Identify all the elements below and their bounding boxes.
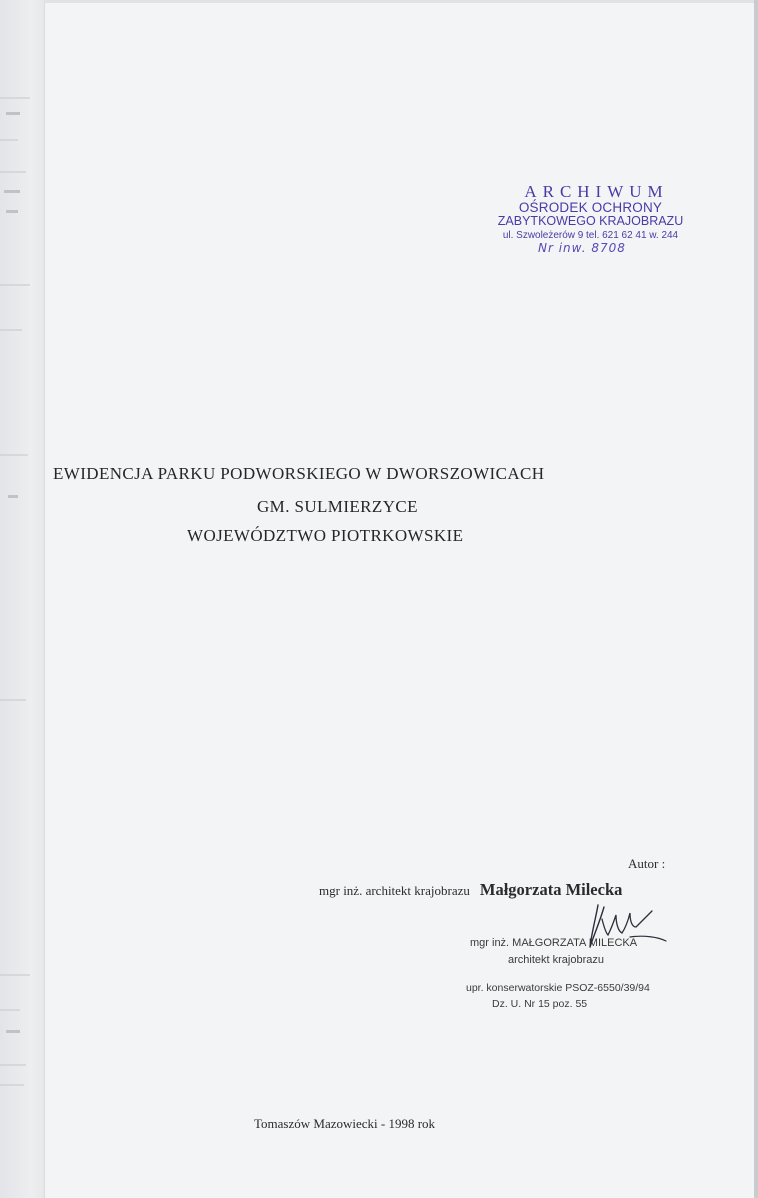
top-edge xyxy=(44,0,758,3)
title-line-1: EWIDENCJA PARKU PODWORSKIEGO W DWORSZOWICACH xyxy=(53,464,545,483)
author-role: mgr inż. architekt krajobrazu xyxy=(319,883,470,898)
stamp-osrodek: OŚRODEK OCHRONY xyxy=(518,199,663,215)
author-name: Małgorzata Milecka xyxy=(479,880,623,899)
author-label: Autor : xyxy=(628,856,666,871)
seal-profession: architekt krajobrazu xyxy=(508,954,604,966)
stamp-archiwum: ARCHIWUM xyxy=(524,182,669,201)
stamp-address: ul. Szwoleżerów 9 tel. 621 62 41 w. 244 xyxy=(502,229,679,242)
place-and-date: Tomaszów Mazowiecki - 1998 rok xyxy=(254,1116,436,1131)
binding-edge-marks xyxy=(0,0,44,1198)
seal-license: upr. konserwatorskie PSOZ-6550/39/94 xyxy=(466,982,650,994)
stamp-zabytkowego: ZABYTKOWEGO KRAJOBRAZU xyxy=(497,214,684,229)
seal-name: mgr inż. MAŁGORZATA MILECKA xyxy=(470,937,638,949)
seal-journal-reference: Dz. U. Nr 15 poz. 55 xyxy=(492,998,588,1010)
archive-stamp xyxy=(488,183,693,255)
stamp-inventory-number: Nr inw. 8708 xyxy=(538,241,626,256)
handwritten-signature xyxy=(566,897,676,957)
title-line-3: WOJEWÓDZTWO PIOTRKOWSKIE xyxy=(187,526,464,545)
right-edge-shadow xyxy=(754,0,758,1198)
title-line-2: GM. SULMIERZYCE xyxy=(257,497,418,516)
